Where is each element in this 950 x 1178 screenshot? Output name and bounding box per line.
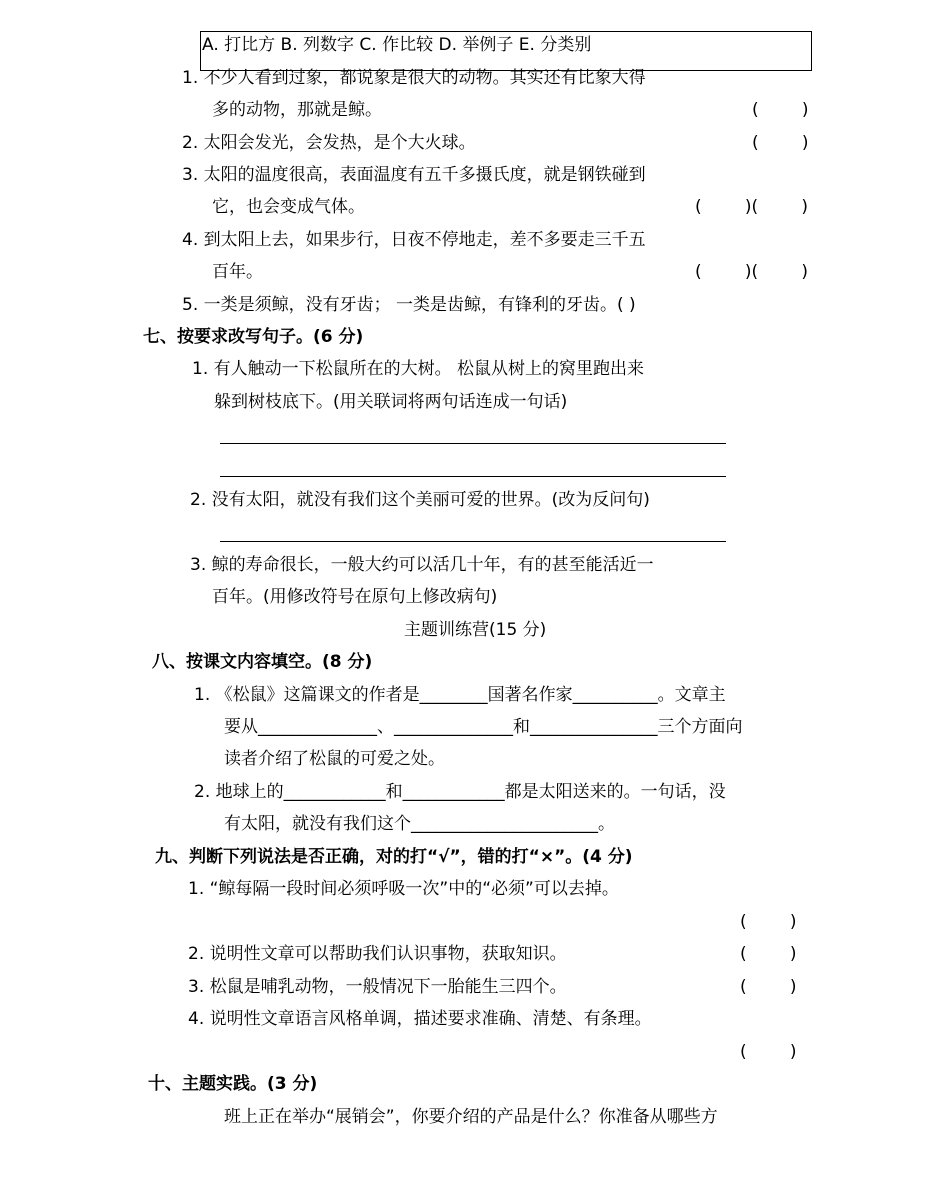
s9-q3: 3. 松鼠是哺乳动物，一般情况下一胎能生三四个。 [188, 977, 567, 997]
options-text: A. 打比方 B. 列数字 C. 作比较 D. 举例子 E. 分类别 [202, 35, 592, 55]
s7-q3-line2: 百年。(用修改符号在原句上修改病句) [212, 587, 498, 607]
s6-q1-answer-blank[interactable]: ( ) [752, 100, 809, 120]
s6-q5: 5. 一类是须鲸，没有牙齿； 一类是齿鲸，有锋利的牙齿。( ) [182, 295, 636, 315]
section9-title: 九、判断下列说法是否正确，对的打“√”，错的打“×”。(4 分) [155, 847, 633, 867]
s8-q2-line2: 有太阳，就没有我们这个______________________。 [224, 814, 615, 834]
s8-q2-line1: 2. 地球上的____________和____________都是太阳送来的。一句话，没 [194, 782, 726, 802]
s6-q4-line2: 百年。 [212, 262, 263, 282]
s6-q4-answer-blanks[interactable]: ( )( ) [695, 262, 808, 282]
s6-q1-line2: 多的动物，那就是鲸。 [212, 100, 382, 120]
s7-q3-line1: 3. 鲸的寿命很长，一般大约可以活几十年，有的甚至能活近一 [190, 555, 654, 575]
s7-q1-answer-line-1[interactable] [220, 443, 726, 444]
s9-q4: 4. 说明性文章语言风格单调，描述要求准确、清楚、有条理。 [188, 1009, 652, 1029]
s9-q4-answer-blank[interactable]: ( ) [740, 1042, 797, 1062]
s6-q2-answer-blank[interactable]: ( ) [752, 133, 809, 153]
s9-q1: 1. “鲸每隔一段时间必须呼吸一次”中的“必须”可以去掉。 [188, 879, 619, 899]
s6-q3-answer-blanks[interactable]: ( )( ) [695, 197, 808, 217]
s10-prompt: 班上正在举办“展销会”，你要介绍的产品是什么？你准备从哪些方 [224, 1107, 718, 1127]
s7-q1-answer-line-2[interactable] [220, 476, 726, 477]
s7-q2: 2. 没有太阳，就没有我们这个美丽可爱的世界。(改为反问句) [190, 490, 650, 510]
s7-q1-line2: 躲到树枝底下。(用关联词将两句话连成一句话) [214, 392, 568, 412]
theme-camp-heading: 主题训练营(15 分) [404, 620, 547, 640]
s7-q1-line1: 1. 有人触动一下松鼠所在的大树。 松鼠从树上的窝里跑出来 [192, 359, 645, 379]
s6-q1-line1: 1. 不少人看到过象，都说象是很大的动物。其实还有比象大得 [182, 68, 646, 88]
s7-q2-answer-line[interactable] [220, 541, 726, 542]
s9-q2: 2. 说明性文章可以帮助我们认识事物，获取知识。 [188, 944, 567, 964]
s8-q1-line1: 1. 《松鼠》这篇课文的作者是________国著名作家__________。文章主 [194, 685, 726, 705]
section7-title: 七、按要求改写句子。(6 分) [143, 327, 364, 347]
s8-q1-line2: 要从______________、______________和_______________三个方面向 [224, 717, 743, 737]
section10-title: 十、主题实践。(3 分) [148, 1074, 318, 1094]
s9-q3-answer-blank[interactable]: ( ) [740, 977, 797, 997]
s6-q4-line1: 4. 到太阳上去，如果步行，日夜不停地走，差不多要走三千五 [182, 230, 646, 250]
s9-q1-answer-blank[interactable]: ( ) [740, 912, 797, 932]
s6-q2: 2. 太阳会发光，会发热，是个大火球。 [182, 133, 476, 153]
s9-q2-answer-blank[interactable]: ( ) [740, 944, 797, 964]
s6-q3-line2: 它，也会变成气体。 [212, 197, 365, 217]
s6-q3-line1: 3. 太阳的温度很高，表面温度有五千多摄氏度，就是钢铁碰到 [182, 165, 646, 185]
section8-title: 八、按课文内容填空。(8 分) [152, 652, 373, 672]
s8-q1-line3: 读者介绍了松鼠的可爱之处。 [224, 749, 445, 769]
